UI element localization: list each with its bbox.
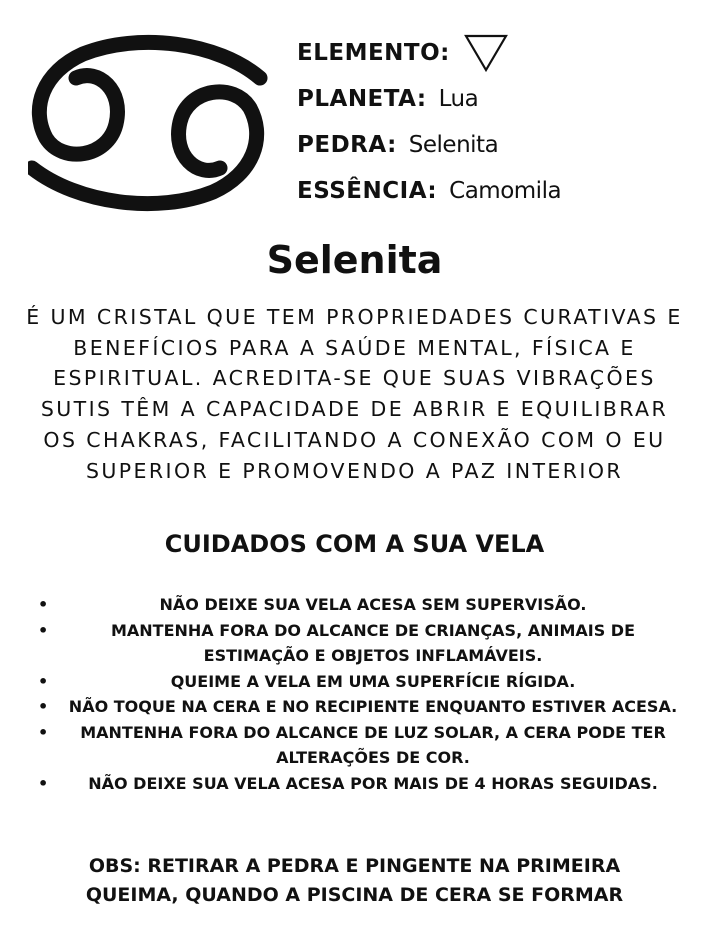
stone-title: Selenita bbox=[266, 238, 443, 282]
list-item bbox=[34, 618, 684, 669]
bullet-icon: • bbox=[38, 671, 49, 691]
care-list bbox=[34, 592, 684, 796]
care-item-text: NÃO DEIXE SUA VELA ACESA SEM SUPERVISÃO. bbox=[159, 595, 587, 614]
essence-label: ESSÊNCIA: bbox=[297, 178, 438, 204]
stone-row bbox=[297, 122, 687, 168]
list-item bbox=[34, 694, 684, 720]
bullet-icon: • bbox=[38, 722, 49, 742]
stone-description: É UM CRISTAL QUE TEM PROPRIEDADES CURATIVAS E BENEFÍCIOS PARA A SAÚDE MENTAL, FÍSICA E ESPIRITUAL. ACREDITA-SE QUE SUAS VIBRAÇÕES SUTIS TÊM A CAPACIDADE DE ABRIR E EQUILIBRAR OS CHAKRAS, FACILITANDO A CONEXÃO COM O EU SUPERIOR E PROMOVENDO A PAZ INTERIOR bbox=[26, 305, 683, 483]
observation-note: OBS: RETIRAR A PEDRA E PINGENTE NA PRIMEIRA QUEIMA, QUANDO A PISCINA DE CERA SE FORMAR bbox=[85, 855, 624, 906]
care-heading: CUIDADOS COM A SUA VELA bbox=[164, 530, 545, 558]
stone-value: Selenita bbox=[408, 132, 499, 158]
list-item bbox=[34, 669, 684, 695]
care-item-text: MANTENHA FORA DO ALCANCE DE LUZ SOLAR, A CERA PODE TER ALTERAÇÕES DE COR. bbox=[80, 722, 666, 767]
list-item bbox=[34, 592, 684, 618]
planet-value: Lua bbox=[438, 86, 479, 112]
zodiac-info bbox=[297, 30, 687, 214]
planet-label: PLANETA: bbox=[297, 86, 427, 112]
care-item-text: NÃO TOQUE NA CERA E NO RECIPIENTE ENQUANTO ESTIVER ACESA. bbox=[68, 697, 678, 716]
bullet-icon: • bbox=[38, 595, 49, 614]
essence-row bbox=[297, 168, 687, 214]
element-row bbox=[297, 30, 687, 76]
cancer-zodiac-icon bbox=[28, 28, 268, 218]
list-item bbox=[34, 720, 684, 771]
bullet-icon: • bbox=[38, 773, 49, 793]
care-item-text: MANTENHA FORA DO ALCANCE DE CRIANÇAS, ANIMAIS DE ESTIMAÇÃO E OBJETOS INFLAMÁVEIS. bbox=[110, 620, 636, 665]
element-label: ELEMENTO: bbox=[297, 40, 450, 66]
essence-value: Camomila bbox=[449, 178, 562, 204]
water-element-triangle-icon bbox=[464, 33, 508, 73]
stone-label: PEDRA: bbox=[297, 132, 397, 158]
planet-row bbox=[297, 76, 687, 122]
care-item-text: NÃO DEIXE SUA VELA ACESA POR MAIS DE 4 HORAS SEGUIDAS. bbox=[88, 773, 658, 793]
care-item-text: QUEIME A VELA EM UMA SUPERFÍCIE RÍGIDA. bbox=[170, 671, 576, 691]
bullet-icon: • bbox=[38, 620, 49, 640]
list-item bbox=[34, 771, 684, 797]
bullet-icon: • bbox=[38, 697, 49, 716]
